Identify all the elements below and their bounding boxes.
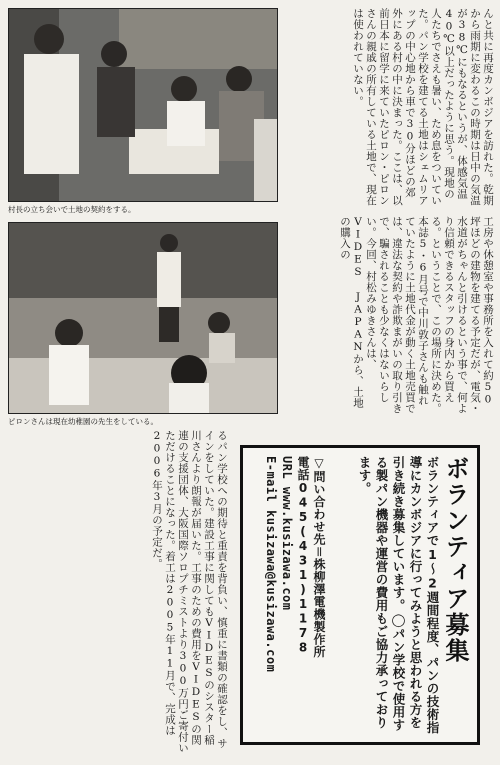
photo-kindergarten-teacher-image [9,223,277,413]
photo-contract-signing-image [9,9,277,201]
contact-line-url[interactable]: URL www.kusizawa.com [280,456,294,611]
volunteer-box-body: ボランティアで1～2週間程度、パンの技術指導にカンボジアに行ってみようと思われる方を引き続き募集しています。◯パン学校で使用する製パン機器や運営の費用もご協力承っております。 [357,456,440,734]
volunteer-box-contact [247,456,327,736]
article-column-middle-right: 工房や休憩室や事務所を入れて約50坪ほどの建物を建てる予定だが、電気・水道がちゃんと引けるという事で、何より信頼できるスタッフの身内から買える。ということで、この場所に決めた。本誌5・6月号で中川敦子さんも触れていたように土地代金が動く土地売買では、違法な契約や詐欺まがいの取り引きで、騙されることも少なくはないらしい。今回、村松みゆきさんは、VIDES JAPANから、土地の購入の [339,216,494,414]
article-column-bottom-left: るパン学校への期待と重責を背負い、慎重に書類の確認をし、サインをしていた。建設工事に関してもVIDESのシスター稲川さんより朗報が届いた。工事のための費用をVIDESの関連の支援団体、大阪国際ソロプチミストより300万円ご寄付いただけることになった。着工は2005年11月で、完成は2006年3月の予定だ。 [151,430,228,754]
volunteer-recruitment-box [240,445,480,745]
photo-contract-signing [8,8,278,202]
photo-kindergarten-teacher [8,222,278,414]
photo-kindergarten-teacher-caption: ピロンさんは現在幼稚園の先生をしている。 [8,417,158,426]
contact-line-inquiry: ▽問い合わせ先＝株柳澤電機製作所 [312,456,326,658]
article-column-top-right: んと共に再度カンボジアを訪れた。乾期から雨期に変わるこの時期は日中の気温が38℃にもなるというが、体感気温40℃以上だったように思う。現地の人たちでさえも暑い、ため息をついていた。パン学校を建てる土地はシェムリアップの中心地から車で30分ほどの郊外にある村の中に決まった。ここは、以前日本に留学に来ていたピロン・ピロンさんの親戚の所有している土地で、現在は使われていない。 [352,8,494,206]
volunteer-box-title: ボランティア募集 [441,456,469,664]
contact-line-email[interactable]: E-mail kusizawa@kusizawa.com [264,456,278,673]
photo-contract-signing-caption: 村長の立ち会いで土地の契約をする。 [8,205,136,214]
contact-line-phone: 電話045(431)1178 [296,456,310,655]
